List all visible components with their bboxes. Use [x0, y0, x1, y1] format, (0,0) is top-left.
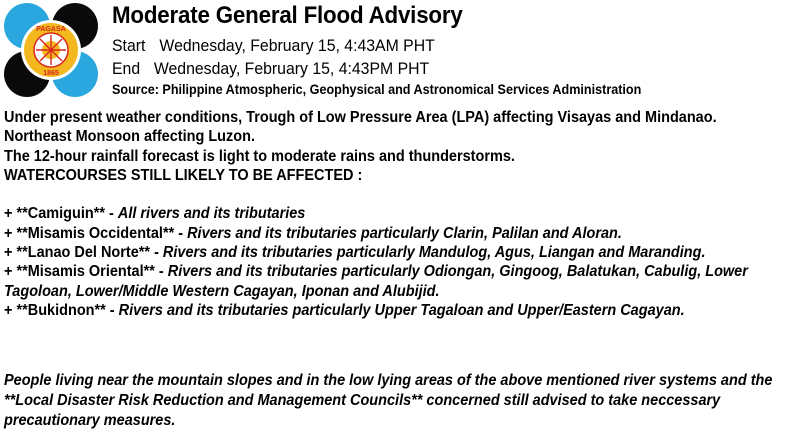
area-detail: Rivers and its tributaries particularly Upper Tagaloan and Upper/Eastern Cagayan.	[118, 301, 685, 319]
area-name: + **Bukidnon** -	[4, 301, 119, 319]
area-name: + **Lanao Del Norte** -	[4, 244, 163, 262]
area-item	[4, 301, 800, 320]
intro-line: Under present weather conditions, Trough of Low Pressure Area (LPA) affecting Visayas and Mindanao.	[4, 109, 717, 126]
start-value: Wednesday, February 15, 4:43AM PHT	[159, 36, 435, 55]
area-detail: Rivers and its tributaries particularly Clarin, Palilan and Aloran.	[187, 224, 622, 242]
end-row	[112, 59, 429, 79]
advisory-title: Moderate General Flood Advisory	[112, 2, 463, 29]
area-detail: All rivers and its tributaries	[117, 205, 306, 223]
area-name: + **Camiguin** -	[4, 205, 118, 223]
start-row	[112, 36, 435, 56]
area-name: + **Misamis Oriental** -	[4, 263, 168, 281]
area-detail: Rivers and its tributaries particularly Mandulog, Agus, Liangan and Maranding.	[162, 244, 706, 262]
source-line: Source: Philippine Atmospheric, Geophysical and Astronomical Services Administration	[112, 81, 642, 97]
area-item	[4, 224, 800, 243]
area-item	[4, 262, 800, 301]
end-label: End	[112, 59, 141, 78]
area-name: + **Misamis Occidental** -	[4, 224, 188, 242]
end-value: Wednesday, February 15, 4:43PM PHT	[153, 59, 430, 78]
closing-advice: People living near the mountain slopes and in the low lying areas of the above mentioned river systems and the **Local Disaster Risk Reduction and Management Councils** concerned still advised to take neccessary precautionary measures.	[4, 372, 773, 429]
intro-line: The 12-hour rainfall forecast is light to moderate rains and thunderstorms.	[4, 147, 515, 165]
intro-line: Northeast Monsoon affecting Luzon.	[4, 128, 255, 146]
pagasa-logo-icon	[2, 1, 100, 99]
start-label: Start	[112, 36, 146, 55]
area-detail: Rivers and its tributaries particularly Odiongan, Gingoog, Balatukan, Cabulig, Lower Tagoloan, Lower/Middle Western Cagayan, Iponan and Alubijid.	[4, 263, 748, 300]
area-item	[4, 204, 800, 223]
logo-year: 1865	[43, 70, 59, 77]
area-item	[4, 243, 800, 262]
pagasa-logo	[2, 1, 100, 99]
logo-top-text: PAGASA	[36, 26, 66, 33]
advisory-body	[4, 108, 800, 320]
watercourses-heading: WATERCOURSES STILL LIKELY TO BE AFFECTED :	[4, 166, 363, 184]
